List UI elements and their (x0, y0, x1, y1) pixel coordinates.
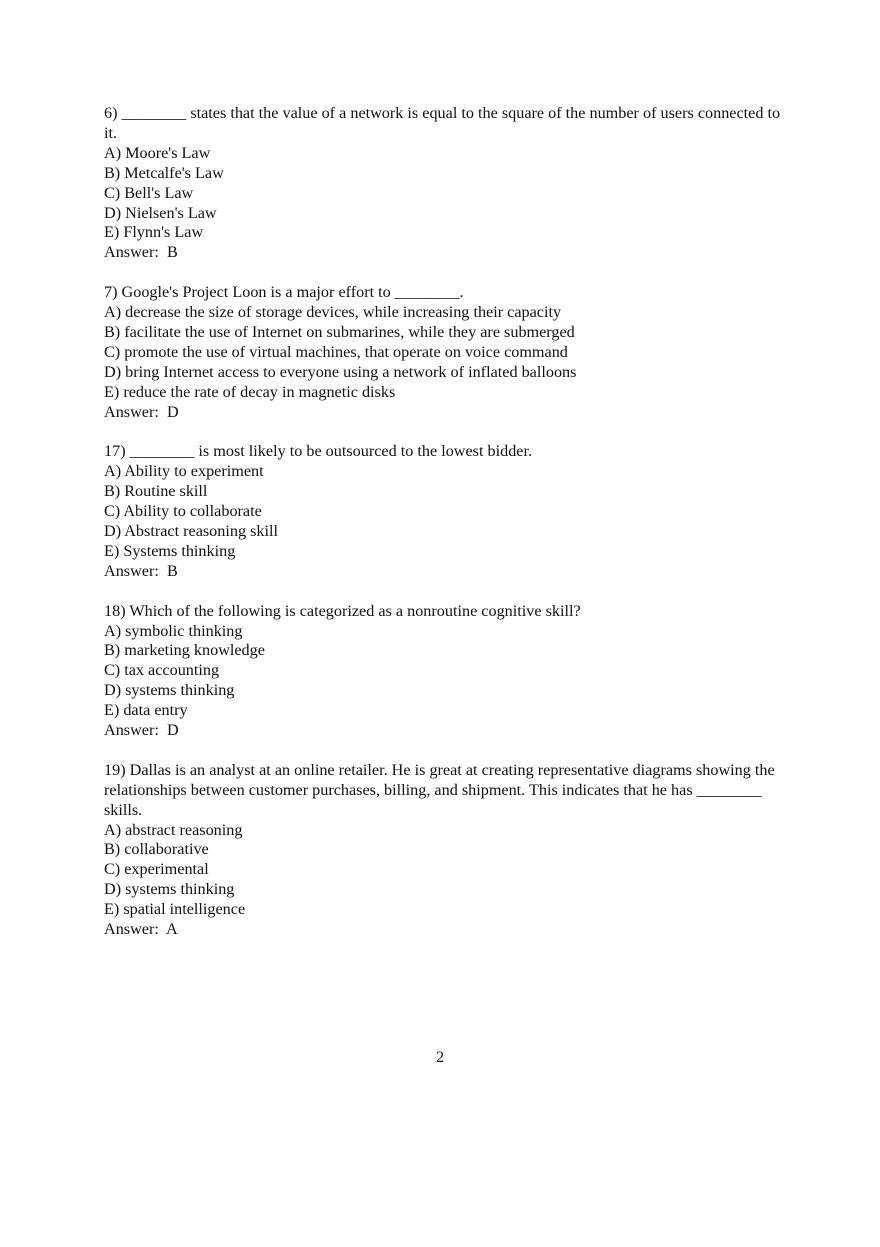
question-stem: 18) Which of the following is categorized as a nonroutine cognitive skill? (104, 601, 581, 620)
answer-option: C) tax accounting (104, 661, 220, 680)
answer-option: C) promote the use of virtual machines, that operate on voice command (104, 342, 568, 361)
answer-option: E) data entry (104, 701, 188, 720)
answer-option: A) Ability to experiment (104, 462, 264, 481)
answer-key: Answer: A (104, 920, 178, 939)
question-7 (104, 283, 784, 422)
question-stem: 17) ________ is most likely to be outsourced to the lowest bidder. (104, 442, 533, 461)
answer-option: D) Nielsen's Law (104, 203, 217, 222)
question-stem: 6) ________ states that the value of a network is equal to the square of the number of users connected to it. (104, 104, 785, 142)
question-19 (104, 761, 784, 940)
answer-option: A) decrease the size of storage devices, while increasing their capacity (104, 303, 562, 322)
answer-key: Answer: B (104, 243, 178, 262)
answer-option: C) Bell's Law (104, 183, 194, 202)
answer-option: C) experimental (104, 860, 209, 879)
answer-option: D) Abstract reasoning skill (104, 522, 278, 540)
question-list (104, 104, 784, 960)
question-6 (104, 104, 784, 263)
question-stem: 7) Google's Project Loon is a major effort to ________. (104, 283, 464, 302)
answer-option: A) abstract reasoning (104, 820, 243, 839)
page-number: 2 (435, 1048, 445, 1066)
answer-option: E) Flynn's Law (104, 223, 204, 242)
answer-option: E) Systems thinking (104, 541, 236, 560)
answer-key: Answer: D (104, 402, 179, 421)
answer-option: B) collaborative (104, 840, 209, 859)
question-17 (104, 442, 784, 581)
answer-key: Answer: B (104, 561, 178, 580)
question-18 (104, 602, 784, 741)
answer-option: B) facilitate the use of Internet on submarines, while they are submerged (104, 322, 575, 341)
answer-option: E) spatial intelligence (104, 900, 246, 919)
answer-option: D) systems thinking (104, 880, 235, 899)
answer-option: C) Ability to collaborate (104, 502, 262, 521)
question-stem: 19) Dallas is an analyst at an online retailer. He is great at creating representative diagrams showing the relationships between customer purchases, billing, and shipment. This indicates that he has ________ skills. (104, 760, 779, 819)
answer-option: D) systems thinking (104, 681, 235, 700)
answer-option: D) bring Internet access to everyone using a network of inflated balloons (104, 362, 577, 381)
answer-option: A) symbolic thinking (104, 621, 243, 640)
answer-option: B) Metcalfe's Law (104, 163, 224, 182)
answer-option: A) Moore's Law (104, 143, 211, 162)
answer-option: B) marketing knowledge (104, 641, 265, 660)
answer-key: Answer: D (104, 721, 179, 740)
answer-option: E) reduce the rate of decay in magnetic disks (104, 382, 396, 401)
answer-option: B) Routine skill (104, 482, 208, 501)
